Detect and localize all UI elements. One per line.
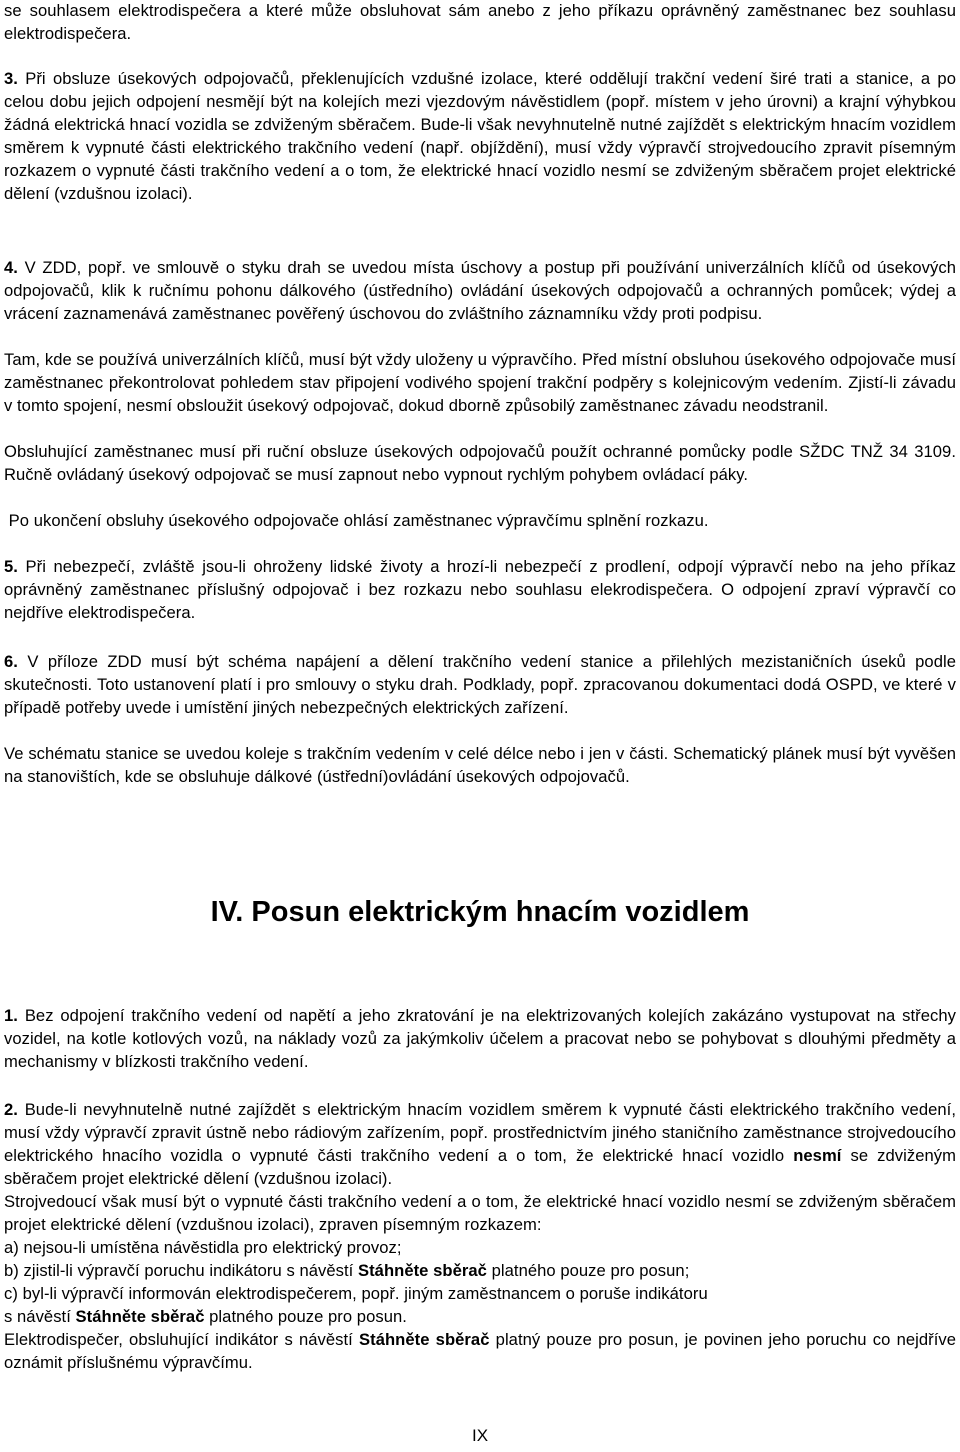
section-6-number: 6. xyxy=(4,652,18,671)
signal-name: Stáhněte sběrač xyxy=(75,1307,205,1326)
final-text: Elektrodispečer, obsluhující indikátor s návěstí xyxy=(4,1330,353,1349)
section-3 xyxy=(4,68,956,205)
chapter-iv-section-2-p2: Strojvedoucí však musí být o vypnuté části trakčního vedení a o tom, že elektrické hnací vozidlo nesmí se zdviženým sběračem projet elektrické dělení (vzdušnou izolaci), zpraven písemným rozkazem: xyxy=(4,1192,956,1234)
chapter-iv-section-1 xyxy=(4,1005,956,1074)
list-item-c-cont xyxy=(4,1306,956,1329)
section-4-number: 4. xyxy=(4,258,18,277)
list-item-c-cont-text: s návěstí xyxy=(4,1307,71,1326)
chapter-iv-section-2-text-end: se zdviženým sběračem projet elektrické dělení (vzdušnou izolaci). xyxy=(4,1145,956,1188)
section-4-p4: Po ukončení obsluhy úsekového odpojovače ohlásí zaměstnanec výpravčímu splnění rozkazu. xyxy=(4,511,709,530)
nesmi-emphasis: nesmí xyxy=(793,1145,842,1165)
list-item-b xyxy=(4,1260,956,1283)
section-6-p1 xyxy=(4,651,956,720)
section-5-text: Při nebezpečí, zvláště jsou-li ohroženy lidské životy a hrozí-li nebezpečí z prodlení, odpojí výpravčí nebo na jeho příkaz oprávněný zaměstnanec příslušný odpojovač i bez rozkazu nebo souhlasu elekrodispečera. O odpojení zpraví výpravčí co nejdříve elektrodispečera. xyxy=(4,557,956,622)
section-6-p2: Ve schématu stanice se uvedou koleje s trakčním vedením v celé délce nebo i jen v části. Schematický plánek musí být vyvěšen na stanovištích, kde se obsluhuje dálkové (ústřední)ovládání úsekových odpojovačů. xyxy=(4,744,956,786)
section-4-p1 xyxy=(4,257,956,326)
section-4-p3: Obsluhující zaměstnanec musí při ruční obsluze úsekových odpojovačů použít ochranné pomůcky podle SŽDC TNŽ 34 3109. Ručně ovládaný úsekový odpojovač se musí zapnout nebo vypnout rychlým pohybem ovládací páky. xyxy=(4,442,956,484)
section-6-text: V příloze ZDD musí být schéma napájení a dělení trakčního vedení stanice a přilehlých mezistaničních úseků podle skutečnosti. Toto ustanovení platí i pro smlouvy o styku drah. Podklady, popř. zpracovanou dokumentaci dodá OSPD, ve které v případě potřeby uvede i umístění jiných nebezpečných elektrických zařízení. xyxy=(4,652,956,717)
list-item-c-cont-end: platného pouze pro posun. xyxy=(209,1307,407,1326)
signal-name: Stáhněte sběrač xyxy=(359,1330,490,1349)
paragraph-top: se souhlasem elektrodispečera a které může obsluhovat sám anebo z jeho příkazu oprávněný zaměstnanec bez souhlasu elektrodispečera. xyxy=(4,1,956,43)
chapter-iv-section-2-text: Bude-li nevyhnutelně nutné zajíždět s elektrickým hnacím vozidlem směrem k vypnuté části elektrického trakčního vedení, musí vždy výpravčí zpravit ústně nebo rádiovým zařízením, popř. prostřednictvím jiného staničního zaměstnance strojvedoucího elektrického hnacího vozidla o vypnuté části trakčního vedení a o tom, že elektrické hnací vozidlo xyxy=(4,1100,956,1165)
chapter-iv-section-2-number: 2. xyxy=(4,1100,18,1119)
section-5 xyxy=(4,556,956,625)
chapter-heading: IV. Posun elektrickým hnacím vozidlem xyxy=(210,896,750,928)
section-4-p2: Tam, kde se používá univerzálních klíčů, musí být vždy uloženy u výpravčího. Před místní obsluhou úsekového odpojovače musí zaměstnanec překontrolovat pohledem stav připojení vodivého spojení trakční podpěry s kolejnicovým vedením. Zjistí-li závadu v tomto spojení, nesmí obsloužit úsekový odpojovač, dokud dborně způsobilý zaměstnanec závadu neodstranil. xyxy=(4,350,956,415)
final-text-end: platný pouze pro posun, je povinen jeho poruchu co nejdříve oznámit příslušnému výpravčímu. xyxy=(4,1330,956,1372)
list-item-a: a) nejsou-li umístěna návěstidla pro elektrický provoz; xyxy=(4,1238,402,1257)
signal-name: Stáhněte sběrač xyxy=(357,1261,487,1280)
page-number: IX xyxy=(471,1426,489,1445)
list-item-b-text: b) zjistil-li výpravčí poruchu indikátoru s návěstí xyxy=(4,1261,354,1280)
list-item-b-end: platného pouze pro posun; xyxy=(491,1261,690,1280)
list-item-c: c) byl-li výpravčí informován elektrodispečerem, popř. jiným zaměstnancem o poruše indikátoru xyxy=(4,1284,708,1303)
chapter-iv-section-2-final xyxy=(4,1329,956,1375)
section-3-text: Při obsluze úsekových odpojovačů, překlenujících vzdušné izolace, které oddělují trakční vedení širé trati a stanice, a po celou dobu jejich odpojení nesmějí být na kolejích mezi vjezdovým návěstidlem (popř. místem v jeho úrovni) a krajní výhybkou žádná elektrická hnací vozidla se zdviženým sběračem. Bude-li však nevyhnutelně nutné zajíždět s elektrickým hnacím vozidlem směrem k vypnuté části elektrického trakčního vedení (např. objíždění), musí vždy výpravčí strojvedoucího zpravit písemným rozkazem o vypnuté části trakčního vedení a o tom, že elektrické hnací vozidlo nesmí se zdviženým sběračem projet elektrické dělení (vzdušnou izolaci). xyxy=(4,69,956,203)
chapter-iv-section-1-text: Bez odpojení trakčního vedení od napětí a jeho zkratování je na elektrizovaných kolejích zakázáno vystupovat na střechy vozidel, na kotle kotlových vozů, na náklady vozů za jakýmkoliv účelem a pracovat nebo se pohybovat s dlouhými předměty a mechanismy v blízkosti trakčního vedení. xyxy=(4,1006,956,1071)
chapter-iv-section-1-number: 1. xyxy=(4,1006,18,1025)
section-3-number: 3. xyxy=(4,69,18,88)
chapter-iv-section-2 xyxy=(4,1099,956,1191)
section-4-text: V ZDD, popř. ve smlouvě o styku drah se uvedou místa úschovy a postup při používání univerzálních klíčů od úsekových odpojovačů, klik k ručnímu pohonu dálkového (ústředního) ovládání úsekových odpojovačů a ochranných pomůcek; výdej a vrácení zaznamenává zaměstnanec pověřený úschovou do zvláštního záznamníku vždy proti podpisu. xyxy=(4,258,956,323)
section-5-number: 5. xyxy=(4,557,18,576)
